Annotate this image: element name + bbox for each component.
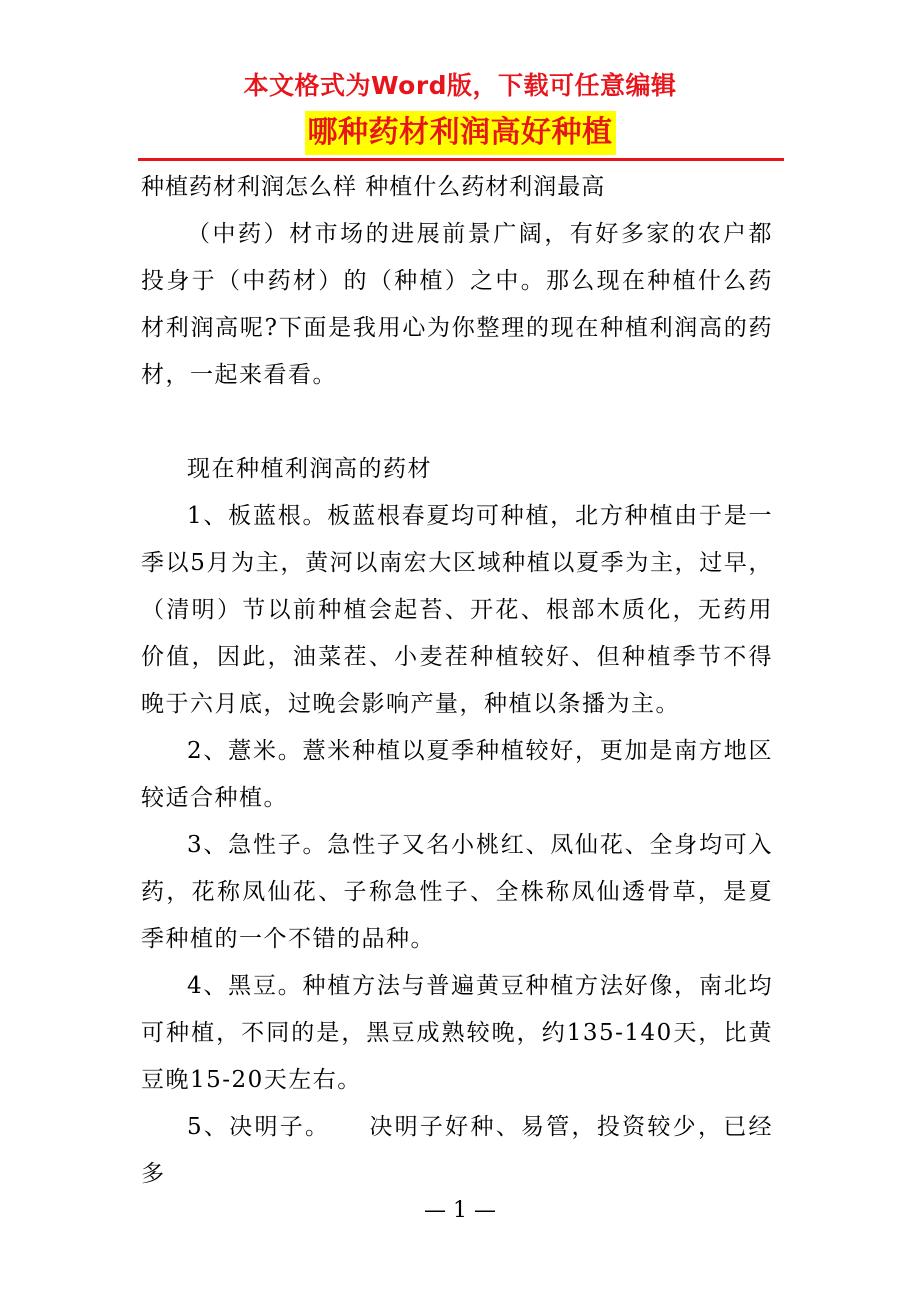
- document-title: 哪种药材利润高好种植: [305, 111, 616, 155]
- format-notice: 本文格式为Word版，下载可任意编辑: [243, 71, 677, 100]
- page-number: — 1 —: [424, 1198, 496, 1223]
- list-item: 1、板蓝根。板蓝根春夏均可种植，北方种植由于是一季以5月为主，黄河以南宏大区域种植以夏季为主，过早，（清明）节以前种植会起苔、开花、根部木质化，无药用价值，因此，油菜茬、小麦茬种植较好、但种植季节不得晚于六月底，过晚会影响产量，种植以条播为主。: [141, 503, 773, 717]
- title-container: [0, 111, 920, 155]
- list-item: 5、决明子。 决明子好种、易管，投资较少，已经多: [141, 1114, 773, 1187]
- document-body: [141, 164, 773, 1198]
- document-subtitle: 种植药材利润怎么样 种植什么药材利润最高: [141, 174, 606, 200]
- list-item: 2、薏米。薏米种植以夏季种植较好，更加是南方地区较适合种植。: [141, 738, 773, 811]
- list-item: 4、黑豆。种植方法与普遍黄豆种植方法好像，南北均可种植，不同的是，黑豆成熟较晚，约135-140天，比黄豆晚15-20天左右。: [141, 973, 773, 1093]
- paragraph-gap: [141, 399, 773, 446]
- section-heading: 现在种植利润高的药材: [187, 456, 432, 482]
- list-item: 3、急性子。急性子又名小桃红、凤仙花、全身均可入药，花称凤仙花、子称急性子、全株称凤仙透骨草，是夏季种植的一个不错的品种。: [141, 832, 773, 952]
- title-divider: [138, 158, 784, 161]
- intro-paragraph: （中药）材市场的进展前景广阔，有好多家的农户都投身于（中药材）的（种植）之中。那么现在种植什么药材利润高呢?下面是我用心为你整理的现在种植利润高的药材，一起来看看。: [141, 221, 773, 388]
